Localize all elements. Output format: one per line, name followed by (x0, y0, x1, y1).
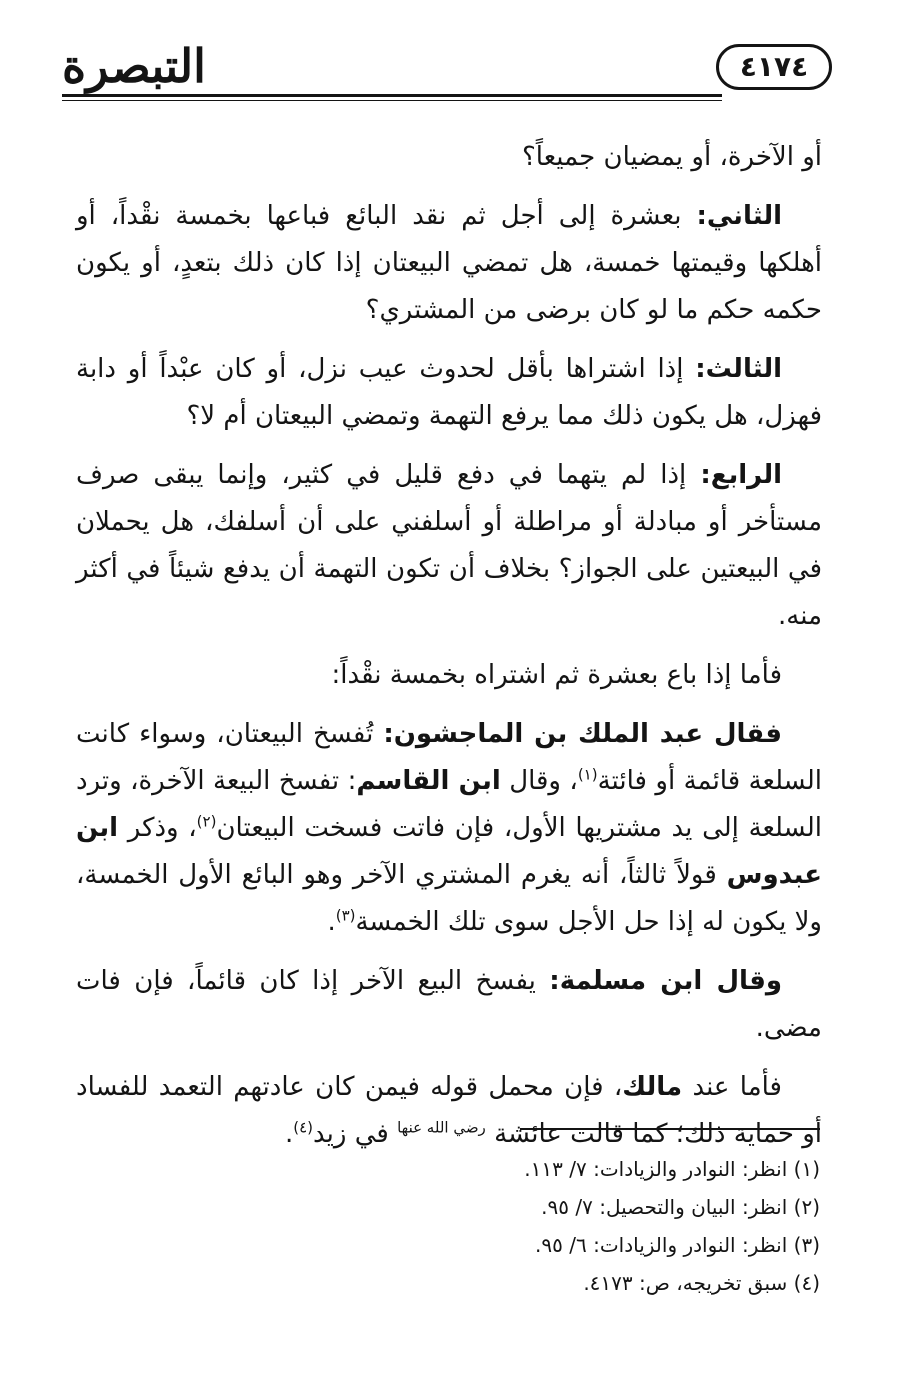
page-header (62, 36, 832, 108)
paragraph-lead: الثالث: (695, 354, 782, 384)
paragraph-text: . (284, 1119, 294, 1149)
paragraph-text: ، وذكر (118, 813, 197, 843)
scholar-name: مالك (622, 1072, 683, 1102)
paragraph-text: بعشرة إلى أجل ثم نقد البائع فباعها بخمسة نقْداً، أو أهلكها وقيمتها خمسة، هل تمضي البيعتان إذا كان ذلك بتعدٍ، أو يكون حكمه حكم ما لو كان برضى من المشتري؟ (76, 201, 822, 325)
paragraph-lead: الرابع: (700, 460, 782, 490)
paragraph (76, 711, 822, 946)
paragraph (76, 134, 822, 181)
paragraph-text: ، وقال (500, 766, 578, 796)
paragraph-text: إذا لم يتهما في دفع قليل في كثير، وإنما يبقى صرف مستأخر أو مبادلة أو مراطلة أو أسلفني على أن أسلفك، هل يحملان في البيعتين على الجواز؟ بخلاف أن تكون التهمة أن يدفع شيئاً في أكثر منه. (76, 460, 822, 631)
paragraph-lead: وقال ابن مسلمة: (549, 966, 783, 996)
header-rule-thin (62, 100, 722, 101)
footnotes (360, 1150, 820, 1302)
paragraph (76, 652, 822, 699)
footnote-ref[interactable]: (٢) (196, 812, 217, 831)
paragraph-text: أو الآخرة، أو يمضيان جميعاً؟ (522, 142, 822, 172)
paragraph-text: يفسخ البيع الآخر إذا كان قائماً، فإن فات مضى. (76, 966, 822, 1043)
scholar-name: ابن القاسم (356, 766, 501, 796)
footnote-ref[interactable]: (٣) (335, 906, 356, 925)
paragraph-lead: فقال عبد الملك بن الماجشون: (383, 719, 782, 749)
footnote: (٢) انظر: البيان والتحصيل: ٧/ ٩٥. (541, 1195, 820, 1219)
book-title: التبصرة (62, 39, 206, 93)
paragraph (76, 958, 822, 1052)
paragraph-text: فأما عند (682, 1072, 782, 1102)
paragraph (76, 193, 822, 334)
footnote-ref[interactable]: (١) (577, 765, 598, 784)
main-text (76, 134, 822, 1170)
honorific-glyph: رضي الله عنها (397, 1118, 486, 1137)
paragraph-text: إذا اشتراها بأقل لحدوث عيب نزل، أو كان عبْداً أو دابة فهزل، هل يكون ذلك مما يرفع التهمة وتمضي البيعتان أم لا؟ (76, 354, 822, 431)
footnote: (١) انظر: النوادر والزيادات: ٧/ ١١٣. (524, 1157, 820, 1181)
paragraph-text: في زيد (313, 1119, 398, 1149)
paragraph-text: . (327, 907, 336, 937)
footnote: (٣) انظر: النوادر والزيادات: ٦/ ٩٥. (535, 1233, 820, 1257)
paragraph-text: ، فإن محمل قوله فيمن كان عادتهم التعمد للفساد أو حماية ذلك؛ كما قالت عائشة (76, 1072, 822, 1149)
paragraph-text: قولاً ثالثاً، أنه يغرم المشتري الآخر وهو البائع الأول الخمسة، ولا يكون له إذا حل الأجل سوى تلك الخمسة (76, 860, 822, 937)
paragraph-text: فأما إذا باع بعشرة ثم اشتراه بخمسة نقْداً: (331, 660, 782, 690)
paragraph (76, 452, 822, 640)
footnote-separator (520, 1128, 820, 1130)
page-number: ٤١٧٤ (716, 44, 832, 90)
paragraph-text: تُفسخ البيعتان، وسواء كانت السلعة قائمة أو فائتة (76, 719, 823, 796)
header-rule (62, 94, 722, 97)
footnote-ref[interactable]: (٤) (293, 1118, 313, 1137)
paragraph (76, 346, 822, 440)
footnote: (٤) سبق تخريجه، ص: ٤١٧٣. (583, 1271, 820, 1295)
scholar-name: ابن عبدوس (76, 813, 822, 890)
paragraph-text: : تفسخ البيعة الآخرة، وترد السلعة إلى يد مشتريها الأول، فإن فاتت فسخت البيعتان (76, 766, 822, 843)
paragraph-lead: الثاني: (696, 201, 782, 231)
paragraph (76, 1064, 822, 1158)
